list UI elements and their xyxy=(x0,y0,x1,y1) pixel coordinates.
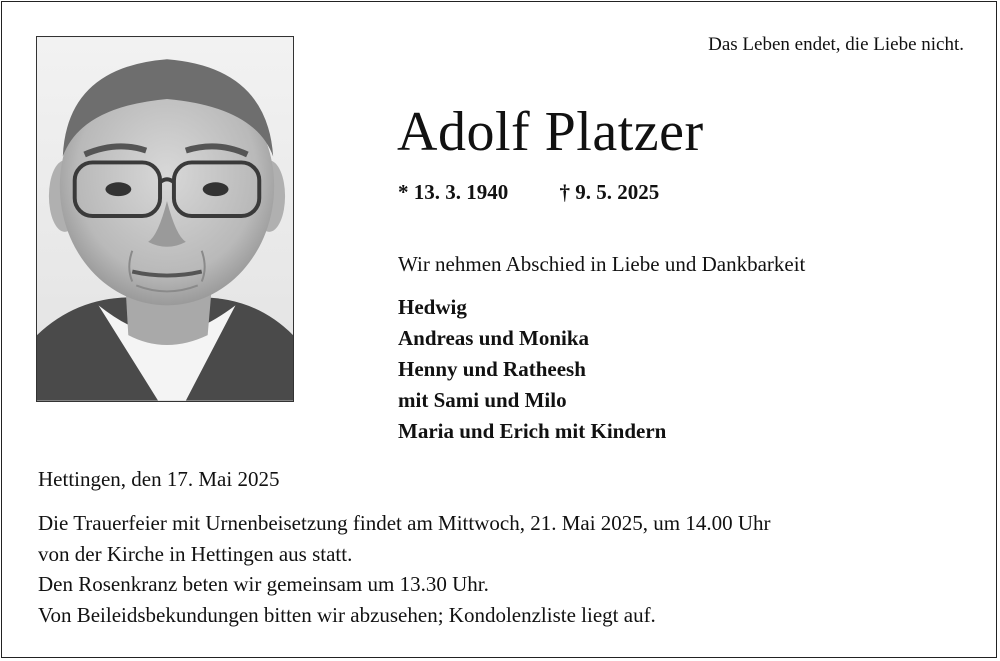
notice-line: Den Rosenkranz beten wir gemeinsam um 13.30 Uhr. xyxy=(38,572,489,596)
place-date: Hettingen, den 17. Mai 2025 xyxy=(38,467,280,491)
motto-text: Das Leben endet, die Liebe nicht. xyxy=(708,34,964,55)
portrait-photo xyxy=(36,36,294,402)
mourner-item: Maria und Erich mit Kindern xyxy=(398,419,667,443)
farewell-intro: Wir nehmen Abschied in Liebe und Dankbarkeit xyxy=(398,252,806,276)
notice-line: Die Trauerfeier mit Urnenbeisetzung findet am Mittwoch, 21. Mai 2025, um 14.00 Uhr xyxy=(38,511,771,535)
mourner-item: Andreas und Monika xyxy=(398,326,590,350)
death-date: † 9. 5. 2025 xyxy=(559,180,660,204)
notice-line: von der Kirche in Hettingen aus statt. xyxy=(38,541,353,566)
mourner-item: Hedwig xyxy=(398,295,467,319)
deceased-name: Adolf Platzer xyxy=(397,101,704,163)
mourner-item: mit Sami und Milo xyxy=(398,388,567,412)
notice-line: Von Beileidsbekundungen bitten wir abzusehen; Kondolenzliste liegt auf. xyxy=(38,602,656,627)
mourner-item: Henny und Ratheesh xyxy=(398,357,586,381)
life-dates xyxy=(398,180,659,205)
funeral-notice xyxy=(38,508,771,630)
mourners-list xyxy=(398,292,666,447)
birth-date: * 13. 3. 1940 xyxy=(398,180,509,204)
